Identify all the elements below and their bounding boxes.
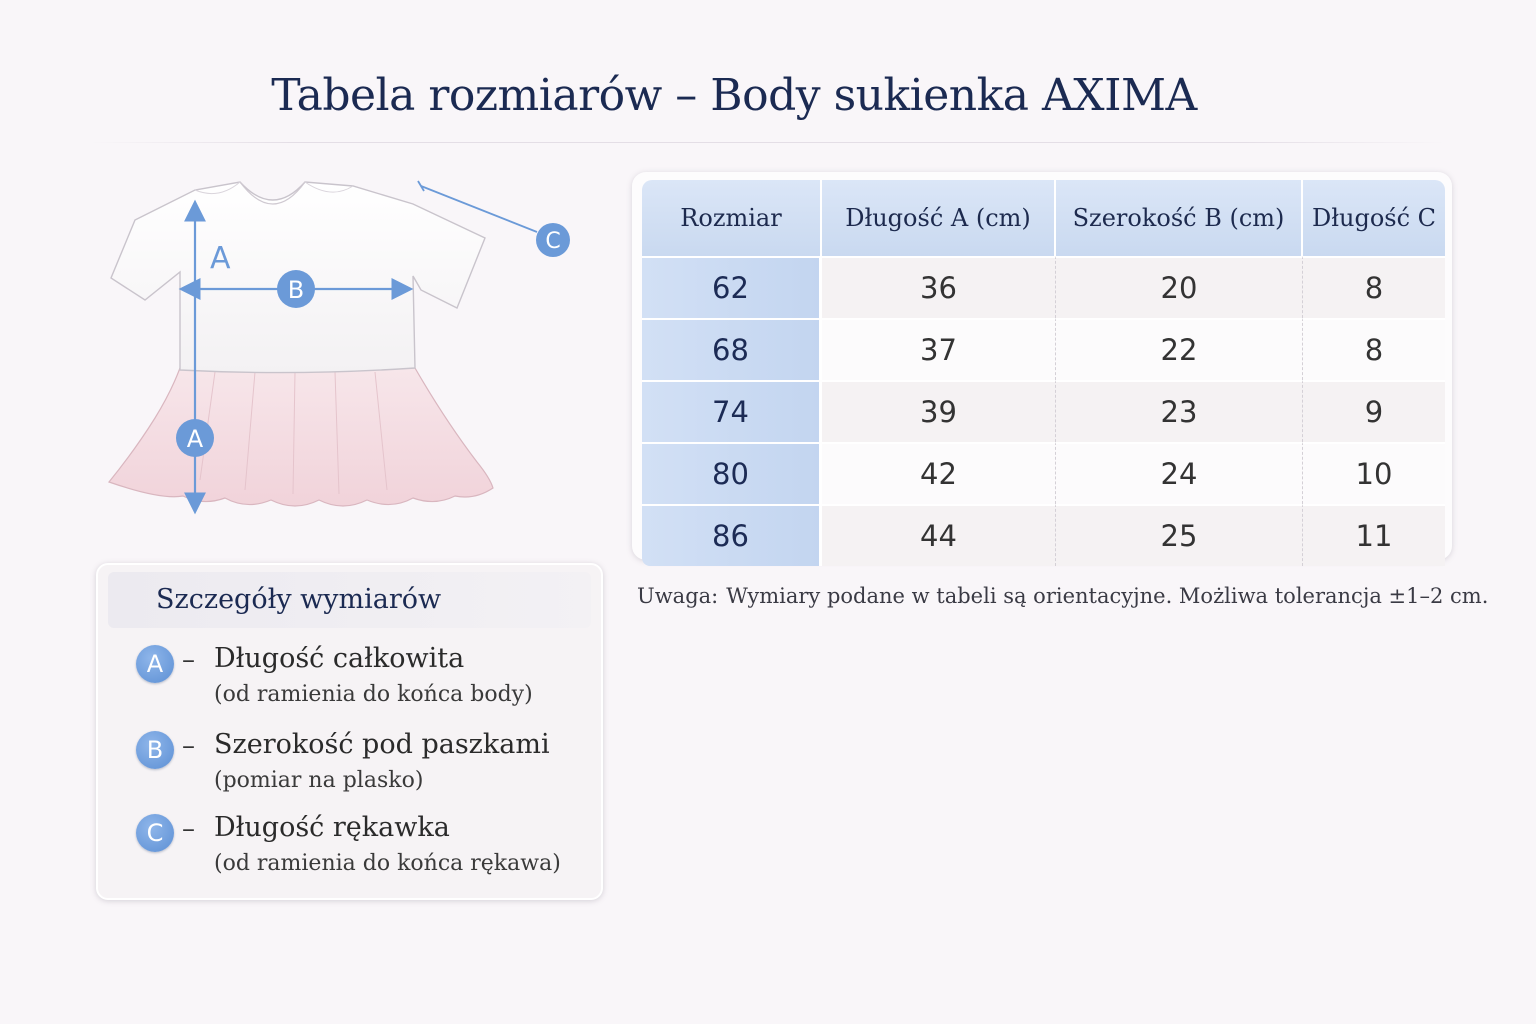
cell-size: 80	[642, 442, 822, 504]
title-divider	[90, 142, 1446, 143]
table-header-row	[642, 180, 1445, 256]
cell-length-c: 9	[1303, 380, 1445, 442]
cell-size: 86	[642, 504, 822, 566]
cell-width-b: 25	[1056, 504, 1303, 566]
cell-width-b: 23	[1056, 380, 1303, 442]
size-table-card	[632, 172, 1452, 560]
table-row	[642, 256, 1445, 318]
cell-length-c: 8	[1303, 318, 1445, 380]
cell-length-a: 37	[822, 318, 1056, 380]
detail-sub: (od ramienia do końca body)	[214, 682, 533, 707]
header-size: Rozmiar	[642, 180, 822, 256]
dress-skirt	[109, 368, 493, 506]
cell-length-c: 10	[1303, 442, 1445, 504]
cell-length-c: 11	[1303, 504, 1445, 566]
header-length-a: Długość A (cm)	[822, 180, 1056, 256]
tolerance-note	[637, 584, 1488, 608]
separator: –	[182, 814, 195, 844]
details-title: Szczegóły wymiarów	[156, 584, 442, 615]
cell-width-b: 20	[1056, 256, 1303, 318]
header-width-b: Szerokość B (cm)	[1056, 180, 1303, 256]
note-label: Uwaga:	[637, 584, 719, 608]
badge-b-icon: B	[136, 731, 174, 769]
label-c: C	[545, 229, 561, 254]
detail-label: Długość rękawka	[214, 812, 450, 843]
detail-sub: (pomiar na plasko)	[214, 768, 424, 793]
table-row	[642, 318, 1445, 380]
table-row	[642, 504, 1445, 566]
cell-length-a: 42	[822, 442, 1056, 504]
cell-length-a: 44	[822, 504, 1056, 566]
note-text: Wymiary podane w tabeli są orientacyjne. Możliwa tolerancja ±1–2 cm.	[726, 584, 1489, 608]
cell-size: 62	[642, 256, 822, 318]
badge-a-icon: A	[136, 645, 174, 683]
size-table	[642, 180, 1445, 566]
detail-label: Szerokość pod paszkami	[214, 729, 550, 760]
details-header	[108, 572, 591, 628]
table-row	[642, 442, 1445, 504]
separator: –	[182, 645, 195, 675]
detail-sub: (od ramienia do końca rękawa)	[214, 851, 561, 876]
cell-length-a: 39	[822, 380, 1056, 442]
label-b: B	[287, 276, 305, 304]
measurement-details-card	[96, 563, 603, 900]
label-a-top: A	[210, 241, 231, 276]
cell-width-b: 24	[1056, 442, 1303, 504]
dress-measurement-diagram	[95, 160, 595, 540]
cell-length-a: 36	[822, 256, 1056, 318]
cell-size: 68	[642, 318, 822, 380]
cell-length-c: 8	[1303, 256, 1445, 318]
table-row	[642, 380, 1445, 442]
label-a-mid: A	[186, 425, 204, 453]
cell-size: 74	[642, 380, 822, 442]
detail-label: Długość całkowita	[214, 643, 465, 674]
cell-width-b: 22	[1056, 318, 1303, 380]
page-title: Tabela rozmiarów – Body sukienka AXIMA	[271, 70, 1197, 121]
badge-c-icon: C	[136, 814, 174, 852]
separator: –	[182, 731, 195, 761]
header-length-c: Długość C	[1303, 180, 1445, 256]
